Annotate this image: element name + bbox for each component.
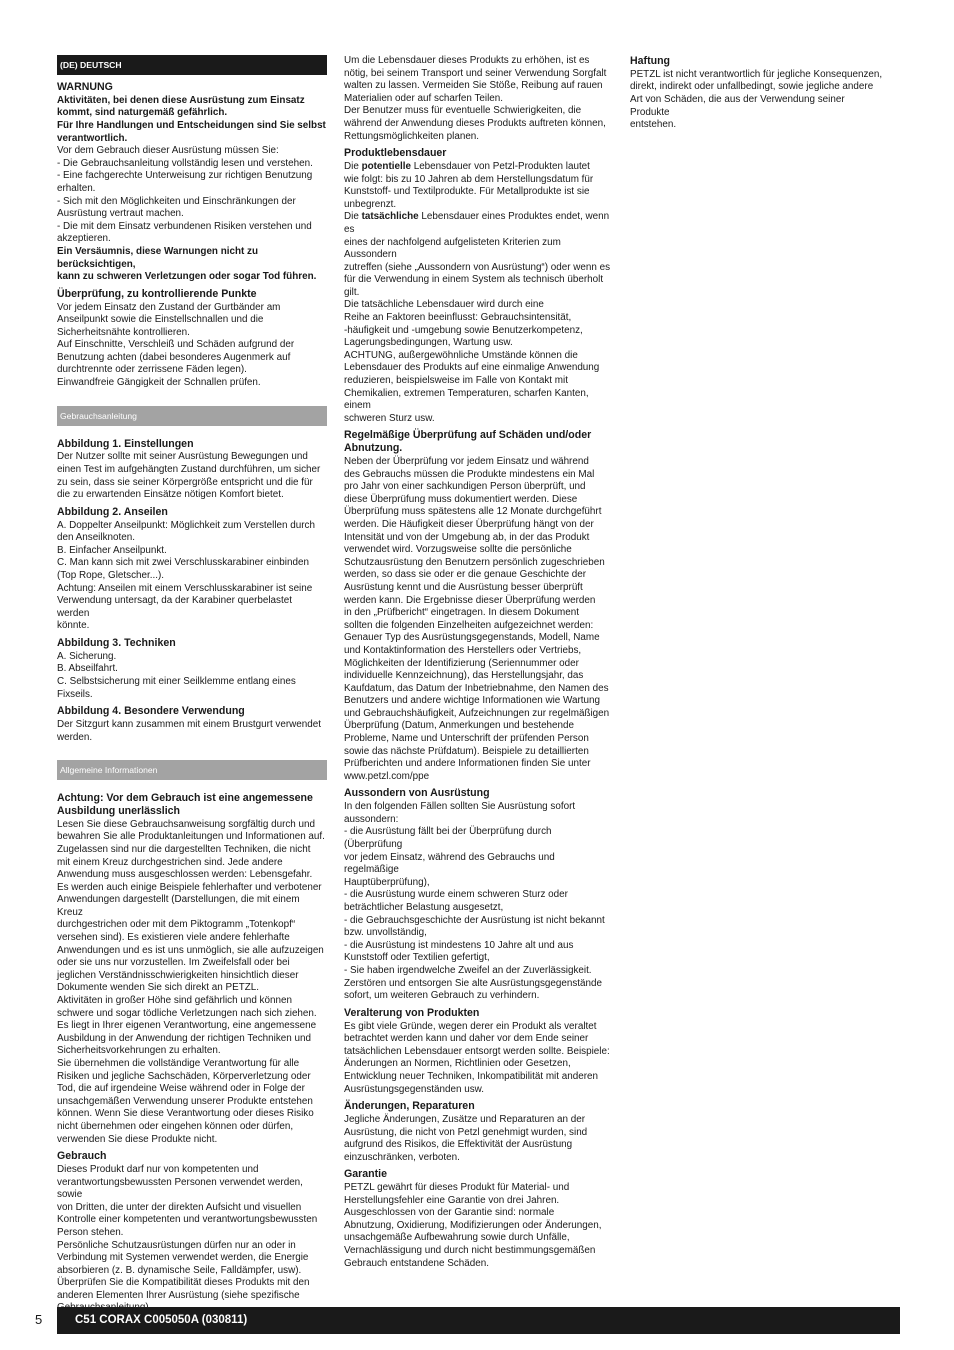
figure1-text: Der Nutzer sollte mit seiner Ausrüstung Bewegungen und einen Test im aufgehängten Zustand durchführen, um sicher zu sein, dass sie seiner Körpergröße entspricht und die für die zu erwartenden Einsätze nötigen Komfort bietet. [57, 451, 321, 501]
liability-heading: Haftung [630, 55, 671, 67]
training-heading: Achtung: Vor dem Gebrauch ist eine angemessene Ausbildung unerlässlich [57, 792, 313, 817]
warning-bold-note: Ein Versäumnis, diese Warnungen nicht zu berücksichtigen, kann zu schweren Verletzungen oder sogar Tod führen. [57, 245, 317, 283]
footer-bar [57, 1307, 900, 1334]
lifetime-actual-text: Die tatsächliche Lebensdauer eines Produktes endet, wenn es eines der nachfolgend aufgelisteten Kriterien zum Aussondern zutreffen (siehe „Aussondern von Ausrüstung“) oder wenn es für die Verwendung in einem System als technisch überholt gilt. [344, 211, 611, 298]
document-reference: C51 CORAX C005050A (030811) [75, 1314, 248, 1326]
column-right [630, 55, 884, 132]
figure2-text: A. Doppelter Anseilpunkt: Möglichkeit zum Verstellen durch den Anseilknoten. B. Einfacher Anseilpunkt. C. Man kann sich mit zwei Verschlusskarabiner einbinden (Top Rope, Gletscher...). Achtung: Anseilen mit einem Verschlusskarabiner ist seine Verwendung untersagt, da der Karabiner querbelastet werden könnte. [57, 519, 315, 632]
language-header: (DE) DEUTSCH [57, 55, 327, 75]
obsolescence-text: Es gibt viele Gründe, wegen derer ein Produkt als veraltet betrachtet werden kann und daher vor dem Ende seiner tatsächlichen Lebensdauer entsorgt werden sollte. Beispiele: Änderungen an Normen, Richtlinien oder Gesetzen, Entwicklung neuer Techniken, Inkompatibilität mit anderen Ausrüstungsgegenständen usw. [344, 1020, 610, 1095]
use-heading: Gebrauch [57, 1150, 107, 1163]
care-text: Um die Lebensdauer dieses Produkts zu erhöhen, ist es nötig, bei seinem Transport und seiner Verwendung Sorgfalt walten zu lassen. Vermeiden Sie Stöße, Reibung auf rauen Materialien oder auf scharfen Teilen. Der Benutzer muss für eventuelle Schwierigkeiten, die während der Anwendung dieses Produkts auftreten können, Rettungsmöglichkeiten planen. [344, 55, 607, 142]
periodic-inspection-heading: Regelmäßige Überprüfung auf Schäden und/oder Abnutzung. [344, 429, 592, 455]
warning-heading: WARNUNG [57, 81, 113, 93]
page-footer [0, 1307, 954, 1334]
figure4-heading: Abbildung 4. Besondere Verwendung [57, 705, 245, 718]
figure3-text: A. Sicherung. B. Abseilfahrt. C. Selbstsicherung mit einer Seilklemme entlang eines Fixseils. [57, 650, 296, 700]
warranty-heading: Garantie [344, 1168, 387, 1181]
column-middle [344, 55, 612, 1270]
figure4-text: Der Sitzgurt kann zusammen mit einem Brustgurt verwendet werden. [57, 718, 321, 743]
lifetime-potential-text: Die potentielle Lebensdauer von Petzl-Produkten lautet wie folgt: bis zu 10 Jahren ab dem Herstellungsdatum für Kunststoff- und Textilprodukte. Für Metallprodukte ist sie unbegrenzt. [344, 160, 594, 210]
periodic-inspection-text: Neben der Überprüfung vor jedem Einsatz und während des Gebrauchs müssen die Produkte mindestens ein Mal pro Jahr von einer sachkundigen Person überprüft, und diese Überprüfung muss dokumentiert werden. Diese Überprüfung muss spätestens alle 12 Monate durchgeführt werden. Die Häufigkeit dieser Überprüfung hängt von der Intensität und von der Umgebung ab, in der das Produkt verwendet wird. Vorzugsweise sollte die persönliche Schutzausrüstung den Benutzern persönlich zugeschrieben werden, so dass sie oder er die genaue Geschichte der Ausrüstung kennt und die Ausrüstung besser überprüft werden kann. Die Ergebnisse dieser Überprüfung werden in den „Prüfbericht“ eingetragen. In diesem Dokument sollten die folgenden Einzelheiten aufgezeichnet werden: Genauer Typ des Ausrüstungsgegenstands, Modell, Name und Kontaktinformation des Herstellers oder Vertriebs, Möglichkeiten der Identifizierung (Seriennummer oder individuelle Kennzeichnung), das Herstellungsjahr, das Kaufdatum, das Datum der Inbetriebnahme, den Namen des Benutzers und andere wichtige Informationen wie Wartung und Gebrauchshäufigkeit, Aufzeichnungen zur regelmäßigen Überprüfung (Datum, Anmerkungen und bestehende Probleme, Name und Unterschrift der prüfenden Person sowie das nächste Prüfdatum). Beispiele zu detaillierten Prüfberichten und andere Informationen finden Sie unter www.petzl.com/ppe [344, 456, 610, 782]
obsolescence-heading: Veralterung von Produkten [344, 1006, 480, 1019]
use-text: Dieses Produkt darf nur von kompetenten und verantwortungsbewussten Personen verwendet werden, sowie von Dritten, die unter der direkten Aufsicht und visuellen Kontrolle einer kompetenten und verantwortungsbewussten Person stehen. Persönliche Schutzausrüstungen dürfen nur an oder in Verbindung mit Systemen verwendet werden, die Energie absorbieren (z. B. dynamische Seile, Falldämpfer, usw). Überprüfen Sie die Kompatibilität dieses Produkts mit den anderen Elementen Ihrer Ausrüstung (siehe spezifische [57, 1163, 318, 1301]
warning-text: Vor dem Gebrauch dieser Ausrüstung müssen Sie: - Die Gebrauchsanleitung vollständig lesen und verstehen. - Eine fachgerechte Unterweisung zur richtigen Benutzung erhalten. - Sich mit den Möglichkeiten und Einschränkungen der Ausrüstung vertraut machen. - Die mit dem Einsatz verbundenen Risiken verstehen und akzeptieren. [57, 145, 313, 245]
modifications-heading: Änderungen, Reparaturen [344, 1100, 475, 1113]
potential-keyword: potentielle [361, 160, 411, 172]
page-number: 5 [35, 1312, 43, 1327]
retirement-text: In den folgenden Fällen sollten Sie Ausrüstung sofort aussondern: - die Ausrüstung fällt bei der Überprüfung durch (Überprüfung vor jedem Einsatz, während des Gebrauchs und regelmäßige Hauptüberprüfung), - die Ausrüstung wurde einem schweren Sturz oder beträchtlicher Belastung ausgesetzt, - die Gebrauchsgeschichte der Ausrüstung ist nicht bekannt bzw. unvollständig, - die Ausrüstung ist mindestens 10 Jahre alt und aus Kunststoff oder Textilien gefertigt, - Sie haben irgendwelche Zweifel an der Zuverlässigkeit. Zerstören und entsorgen Sie alte Ausrüstungsgegenstände sofort, um weiteren Gebrauch zu verhindern. [344, 801, 605, 1002]
modifications-text: Jegliche Änderungen, Zusätze und Reparaturen an der Ausrüstung, die nicht von Petzl genehmigt wurden, sind aufgrund des Risikos, die Effektivität der Ausrüstung einzuschränken, verboten. [344, 1113, 588, 1163]
section-bar-usage: Gebrauchsanleitung [57, 406, 327, 426]
inspection-points-text: Vor jedem Einsatz den Zustand der Gurtbänder am Anseilpunkt sowie die Einstellschnallen und die Sicherheitsnähte kontrollieren. Auf Einschnitte, Verschleiß und Schäden aufgrund der Benutzung achten (dabei besonderes Augenmerk auf durchtrennte oder zerrissene Fäden legen). Einwandfreie Gängigkeit der Schnallen prüfen. [57, 301, 295, 389]
figure1-heading: Abbildung 1. Einstellungen [57, 437, 194, 450]
lifetime-heading: Produktlebensdauer [344, 147, 447, 160]
section-bar-general: Allgemeine Informationen [57, 760, 327, 780]
figure3-heading: Abbildung 3. Techniken [57, 636, 176, 649]
figure2-heading: Abbildung 2. Anseilen [57, 505, 168, 518]
retirement-heading: Aussondern von Ausrüstung [344, 787, 490, 800]
warning-bold-text: Aktivitäten, bei denen diese Ausrüstung zum Einsatz kommt, sind naturgemäß gefährlich. Für Ihre Handlungen und Entscheidungen sind Sie selbst verantwortlich. [57, 94, 326, 144]
liability-text: PETZL ist nicht verantwortlich für jegliche Konsequenzen, direkt, indirekt oder unfallbedingt, sowie jegliche andere Art von Schäden, die aus der Verwendung seiner Produkte entstehen. [630, 68, 883, 131]
inspection-points-heading: Überprüfung, zu kontrollierende Punkte [57, 287, 257, 300]
warranty-text: PETZL gewährt für dieses Produkt für Material- und Herstellungsfehler eine Garantie von drei Jahren. Ausgeschlossen von der Garantie sind: normale Abnutzung, Oxidierung, Modifizierungen oder Änderungen, unsachgemäße Aufbewahrung sowie durch Unfälle, Vernachlässigung und durch nicht bestimmungsgemäßen Gebrauch entstandene Schäden. [344, 1182, 602, 1269]
actual-keyword: tatsächliche [361, 211, 419, 223]
lifetime-factors-text: Die tatsächliche Lebensdauer wird durch eine Reihe an Faktoren beeinflusst: Gebrauchsintensität, -häufigkeit und -umgebung sowie Benutzerkompetenz, Lagerungsbedingungen, Wartung usw. ACHTUNG, außergewöhnliche Umstände können die Lebensdauer des Produkts auf eine einmalige Anwendung reduzieren, beispielsweise im Falle von Kontakt mit Chemikalien, extremen Temperaturen, scharfen Kanten, einem schweren Sturz usw. [344, 299, 600, 424]
training-text: Lesen Sie diese Gebrauchsanweisung sorgfältig durch und bewahren Sie alle Produktanleitungen und Informationen auf. Zugelassen sind nur die dargestellten Techniken, die nicht mit einem Kreuz durchgestrichen sind. Jede andere Anwendung muss ausgeschlossen werden: Lebensgefahr. Es werden auch einige Beispiele fehlerhafter und verbotener Anwendungen dargestellt (Darstellungen, die mit einem Kreuz durchgestrichen oder mit dem Piktogramm „Totenkopf“ versehen sind). Es existieren viele andere fehlerhafte Anwendungen und es ist uns unmöglich, sie alle aufzuzeigen oder sie uns nur vorzustellen. Im Zweifelsfall oder bei jeglichen Verständnisschwierigkeiten hinsichtlich dieser Dokumente wenden Sie sich direkt an PETZL. Aktivitäten in großer Höhe sind gefährlich und können schwere und sogar tödliche Verletzungen nach sich ziehen. Es liegt in Ihrer eigenen Verantwortung, eine angemessene Ausbildung in der Anwendung der richtigen Techniken und Sicherheitsvorkehrungen zu erhalten. Sie übernehmen die vollständige Verantwortung für alle Risiken und jegliche Sachschäden, Körperverletzung oder Tod, die auf irgendeine Weise während oder in Folge der unsachgemäßen Verwendung unserer Produkte entstehen können. Wenn Sie diese Verantwortung oder dieses Risiko nicht übernehmen oder eingehen können oder dürfen, verwenden Sie diese Produkte nicht. [57, 818, 325, 1145]
column-left [57, 55, 327, 1315]
